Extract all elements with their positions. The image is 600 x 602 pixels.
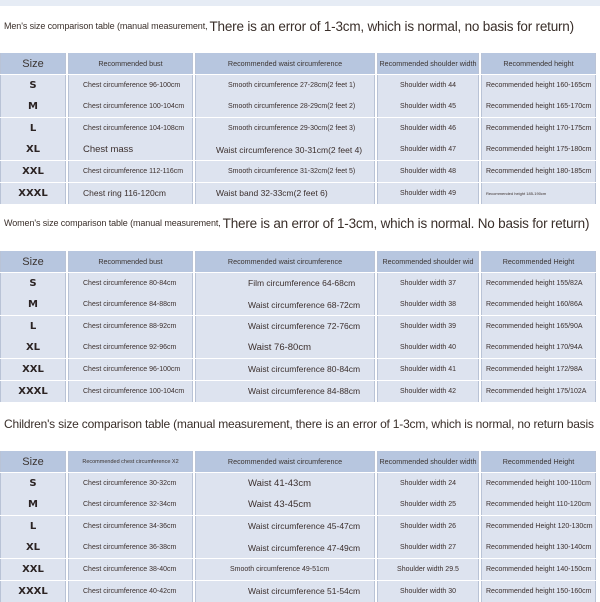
waist-cell: Film circumference 64-68cm <box>195 273 375 294</box>
header-waist: Recommended waist circumference <box>195 251 375 272</box>
waist-cell: Smooth circumference 49-51cm <box>195 559 375 580</box>
table-row <box>0 316 600 337</box>
header-shoulder: Recommended shoulder width <box>377 53 479 74</box>
waist-cell: Smooth circumference 29-30cm(2 feet 3) <box>195 118 375 139</box>
men-size-table <box>0 53 600 204</box>
size-cell: XXXL <box>0 183 66 204</box>
table-row <box>0 559 600 580</box>
shoulder-cell: Shoulder width 24 <box>377 473 479 494</box>
bust-cell: Chest mass <box>68 139 193 160</box>
waist-cell: Waist circumference 72-76cm <box>195 316 375 337</box>
waist-cell: Waist circumference 47-49cm <box>195 537 375 558</box>
header-height: Recommended Height <box>481 251 596 272</box>
table-row <box>0 96 600 117</box>
bust-cell: Chest circumference 100-104cm <box>68 96 193 117</box>
shoulder-cell: Shoulder width 46 <box>377 118 479 139</box>
table-row <box>0 473 600 494</box>
size-cell: XL <box>0 337 66 358</box>
bust-cell: Chest circumference 104-108cm <box>68 118 193 139</box>
bust-cell: Chest circumference 40-42cm <box>68 581 193 602</box>
size-cell: XXL <box>0 359 66 380</box>
height-cell: Recommended height 100-110cm <box>481 473 596 494</box>
height-cell: Recommended height 170/94A <box>481 337 596 358</box>
header-size: Size <box>0 451 66 472</box>
height-cell: Recommended height 180-185cm <box>481 161 596 182</box>
bust-cell: Chest circumference 36-38cm <box>68 537 193 558</box>
bust-cell: Chest circumference 96-100cm <box>68 359 193 380</box>
table-row <box>0 183 600 204</box>
header-bust: Recommended bust <box>68 53 193 74</box>
bust-cell: Chest circumference 32-34cm <box>68 494 193 515</box>
table-row <box>0 581 600 602</box>
shoulder-cell: Shoulder width 42 <box>377 381 479 402</box>
header-shoulder: Recommended shoulder width <box>377 451 479 472</box>
height-cell: Recommended height 175-180cm <box>481 139 596 160</box>
height-cell: Recommended height 185-190cm <box>481 183 596 204</box>
header-height: Recommended height <box>481 53 596 74</box>
table-row <box>0 516 600 537</box>
bust-cell: Chest circumference 80-84cm <box>68 273 193 294</box>
children-title: Children's size comparison table (manual measurement, there is an error of 1-3cm, which is normal, no return basis <box>4 417 594 431</box>
table-row <box>0 294 600 315</box>
top-border <box>0 0 600 6</box>
table-row <box>0 337 600 358</box>
waist-cell: Waist circumference 51-54cm <box>195 581 375 602</box>
waist-cell: Smooth circumference 27-28cm(2 feet 1) <box>195 75 375 96</box>
size-cell: XL <box>0 139 66 160</box>
shoulder-cell: Shoulder width 29.5 <box>377 559 479 580</box>
shoulder-cell: Shoulder width 39 <box>377 316 479 337</box>
waist-cell: Waist circumference 45-47cm <box>195 516 375 537</box>
waist-cell: Waist 41-43cm <box>195 473 375 494</box>
header-size: Size <box>0 251 66 272</box>
header-bust: Recommended bust <box>68 251 193 272</box>
size-cell: L <box>0 316 66 337</box>
header-waist: Recommended waist circumference <box>195 451 375 472</box>
bust-cell: Chest circumference 84-88cm <box>68 294 193 315</box>
waist-cell: Smooth circumference 31-32cm(2 feet 5) <box>195 161 375 182</box>
height-cell: Recommended height 150-160cm <box>481 581 596 602</box>
table-header-row <box>0 451 600 472</box>
bust-cell: Chest circumference 100-104cm <box>68 381 193 402</box>
table-row <box>0 537 600 558</box>
shoulder-cell: Shoulder width 26 <box>377 516 479 537</box>
waist-cell: Waist circumference 30-31cm(2 feet 4) <box>195 139 375 160</box>
table-row <box>0 381 600 402</box>
size-cell: M <box>0 96 66 117</box>
height-cell: Recommended height 175/102A <box>481 381 596 402</box>
shoulder-cell: Shoulder width 30 <box>377 581 479 602</box>
size-cell: M <box>0 494 66 515</box>
women-title-big: There is an error of 1-3cm, which is normal. No basis for return) <box>222 215 590 231</box>
bust-cell: Chest ring 116-120cm <box>68 183 193 204</box>
height-cell: Recommended height 155/82A <box>481 273 596 294</box>
waist-cell: Waist band 32-33cm(2 feet 6) <box>195 183 375 204</box>
shoulder-cell: Shoulder width 25 <box>377 494 479 515</box>
height-cell: Recommended height 140-150cm <box>481 559 596 580</box>
shoulder-cell: Shoulder width 49 <box>377 183 479 204</box>
waist-cell: Waist 43-45cm <box>195 494 375 515</box>
children-table-title <box>4 412 596 436</box>
shoulder-cell: Shoulder width 44 <box>377 75 479 96</box>
bust-cell: Chest circumference 38-40cm <box>68 559 193 580</box>
children-size-table <box>0 451 600 602</box>
shoulder-cell: Shoulder width 40 <box>377 337 479 358</box>
women-table-title <box>4 211 596 235</box>
bust-cell: Chest circumference 34-36cm <box>68 516 193 537</box>
shoulder-cell: Shoulder width 37 <box>377 273 479 294</box>
bust-cell: Chest circumference 88-92cm <box>68 316 193 337</box>
table-row <box>0 494 600 515</box>
men-title-small: Men's size comparison table (manual measurement, <box>4 21 208 31</box>
size-cell: L <box>0 118 66 139</box>
bust-cell: Chest circumference 30-32cm <box>68 473 193 494</box>
table-row <box>0 118 600 139</box>
size-cell: S <box>0 273 66 294</box>
waist-cell: Waist circumference 80-84cm <box>195 359 375 380</box>
size-cell: L <box>0 516 66 537</box>
bust-cell: Chest circumference 112-116cm <box>68 161 193 182</box>
size-cell: XXL <box>0 559 66 580</box>
waist-cell: Smooth circumference 28-29cm(2 feet 2) <box>195 96 375 117</box>
height-cell: Recommended height 172/98A <box>481 359 596 380</box>
shoulder-cell: Shoulder width 38 <box>377 294 479 315</box>
size-cell: S <box>0 75 66 96</box>
height-cell: Recommended height 110-120cm <box>481 494 596 515</box>
height-cell: Recommended height 130-140cm <box>481 537 596 558</box>
waist-cell: Waist circumference 68-72cm <box>195 294 375 315</box>
women-title-small: Women's size comparison table (manual measurement, <box>4 218 221 228</box>
waist-cell: Waist 76-80cm <box>195 337 375 358</box>
shoulder-cell: Shoulder width 48 <box>377 161 479 182</box>
men-table-title <box>4 14 596 38</box>
header-height: Recommended Height <box>481 451 596 472</box>
height-cell: Recommended height 160/86A <box>481 294 596 315</box>
table-header-row <box>0 53 600 74</box>
waist-cell: Waist circumference 84-88cm <box>195 381 375 402</box>
shoulder-cell: Shoulder width 27 <box>377 537 479 558</box>
men-title-big: There is an error of 1-3cm, which is normal, no basis for return) <box>209 18 574 34</box>
shoulder-cell: Shoulder width 41 <box>377 359 479 380</box>
size-cell: XXXL <box>0 381 66 402</box>
size-cell: XXXL <box>0 581 66 602</box>
shoulder-cell: Shoulder width 47 <box>377 139 479 160</box>
size-cell: S <box>0 473 66 494</box>
table-row <box>0 273 600 294</box>
shoulder-cell: Shoulder width 45 <box>377 96 479 117</box>
height-cell: Recommended height 165-170cm <box>481 96 596 117</box>
height-cell: Recommended Height 120-130cm <box>481 516 596 537</box>
height-cell: Recommended height 170-175cm <box>481 118 596 139</box>
table-header-row <box>0 251 600 272</box>
header-waist: Recommended waist circumference <box>195 53 375 74</box>
women-size-table <box>0 251 600 402</box>
bust-cell: Chest circumference 96-100cm <box>68 75 193 96</box>
table-row <box>0 139 600 160</box>
table-row <box>0 359 600 380</box>
header-bust: Recommended chest circumference X2 <box>68 451 193 472</box>
bust-cell: Chest circumference 92-96cm <box>68 337 193 358</box>
header-shoulder: Recommended shoulder wid <box>377 251 479 272</box>
size-cell: M <box>0 294 66 315</box>
height-cell: Recommended height 165/90A <box>481 316 596 337</box>
table-row <box>0 75 600 96</box>
size-cell: XXL <box>0 161 66 182</box>
height-cell: Recommended height 160-165cm <box>481 75 596 96</box>
table-row <box>0 161 600 182</box>
size-cell: XL <box>0 537 66 558</box>
header-size: Size <box>0 53 66 74</box>
